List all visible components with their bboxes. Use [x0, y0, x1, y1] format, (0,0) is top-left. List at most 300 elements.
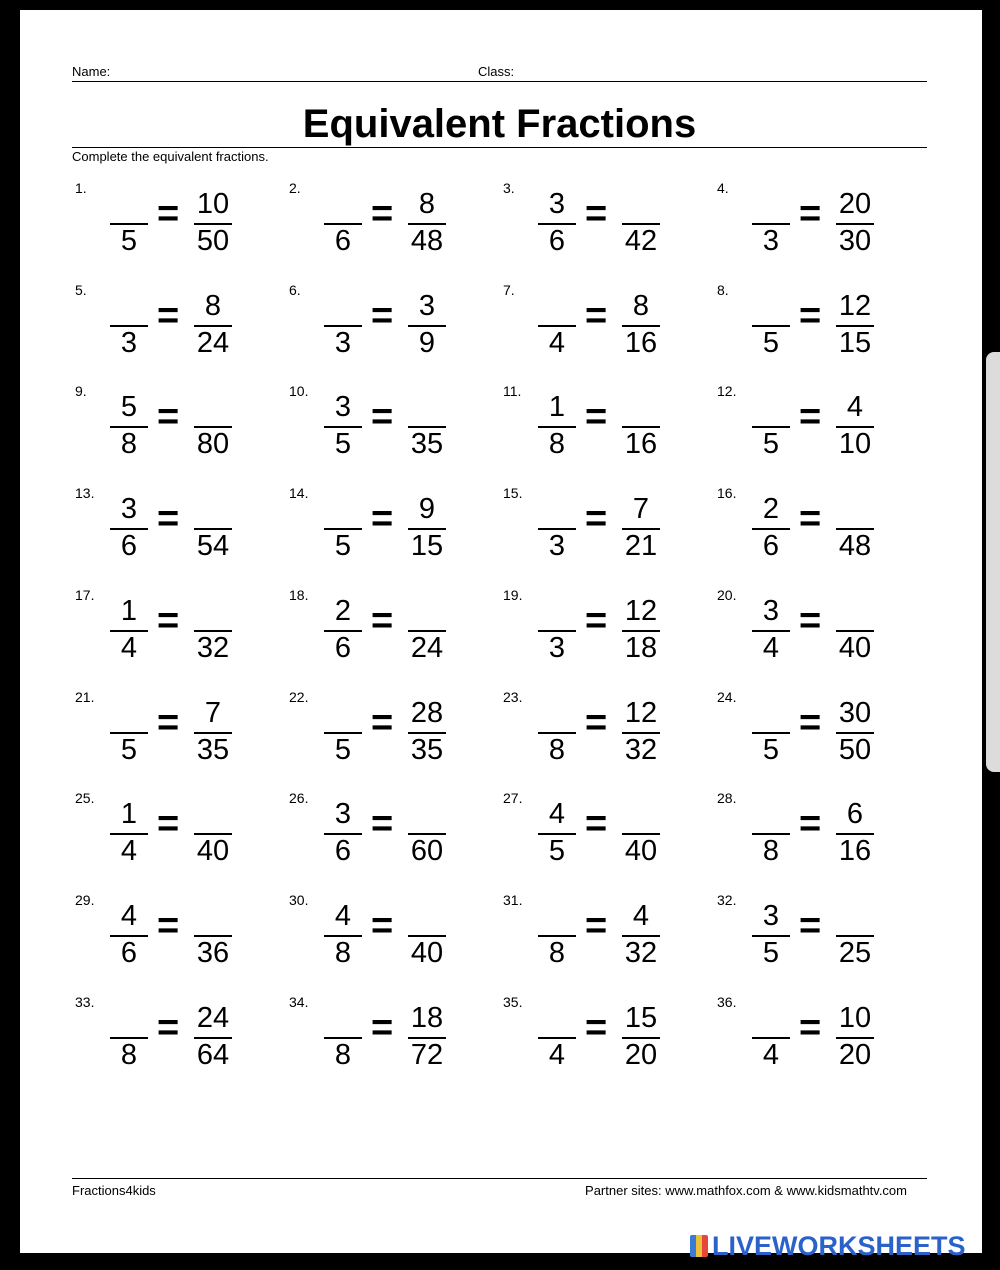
problem-number: 5. [75, 281, 87, 298]
equals-sign: = [371, 599, 394, 642]
denominator: 64 [196, 1038, 230, 1071]
denominator: 25 [838, 936, 872, 969]
left-fraction [748, 391, 794, 461]
scrollbar-handle[interactable] [986, 352, 1000, 772]
denominator: 6 [120, 530, 138, 563]
numerator: 4 [548, 798, 566, 831]
denominator: 32 [196, 631, 230, 664]
problem-item [503, 994, 703, 1074]
right-fraction [404, 188, 450, 258]
problem-number: 32. [717, 891, 737, 908]
denominator: 10 [838, 428, 872, 461]
left-fraction [106, 900, 152, 970]
left-fraction [748, 900, 794, 970]
equals-sign: = [371, 1006, 394, 1049]
right-fraction [618, 493, 664, 563]
equals-sign: = [157, 701, 180, 744]
denominator: 8 [334, 936, 352, 969]
right-fraction [618, 391, 664, 461]
problem-item [75, 689, 275, 769]
equals-sign: = [371, 193, 394, 235]
numerator: 5 [120, 391, 138, 424]
denominator: 3 [548, 530, 566, 563]
left-fraction [534, 188, 580, 258]
denominator: 72 [410, 1038, 444, 1071]
left-fraction [320, 595, 366, 665]
problem-number: 31. [503, 891, 523, 908]
denominator: 4 [120, 835, 138, 868]
left-fraction [320, 697, 366, 767]
denominator: 6 [548, 225, 566, 257]
right-fraction [832, 188, 878, 258]
problem-item [717, 282, 917, 362]
denominator: 50 [196, 225, 230, 257]
right-fraction [404, 900, 450, 970]
left-fraction [320, 900, 366, 970]
denominator: 9 [418, 326, 436, 359]
right-fraction [190, 595, 236, 665]
problem-item [289, 892, 489, 972]
problem-item [503, 383, 703, 463]
problem-item [75, 790, 275, 870]
footer-brand: Fractions4kids [72, 1183, 156, 1198]
denominator: 4 [548, 326, 566, 359]
denominator: 3 [334, 326, 352, 359]
problem-number: 16. [717, 485, 737, 502]
left-fraction [534, 595, 580, 665]
left-fraction [320, 1002, 366, 1072]
denominator: 50 [838, 733, 872, 766]
equals-sign: = [585, 294, 608, 337]
denominator: 8 [120, 428, 138, 461]
right-fraction [618, 798, 664, 868]
problem-number: 8. [717, 281, 729, 298]
denominator: 5 [548, 835, 566, 868]
left-fraction [320, 391, 366, 461]
problem-item [289, 689, 489, 769]
right-fraction [618, 697, 664, 767]
problem-item [289, 282, 489, 362]
liveworksheets-logo-icon [690, 1235, 708, 1257]
equals-sign: = [585, 599, 608, 642]
class-label: Class: [478, 64, 515, 79]
equals-sign: = [799, 701, 822, 744]
denominator: 15 [838, 326, 872, 359]
denominator: 5 [762, 428, 780, 461]
denominator: 5 [762, 733, 780, 766]
denominator: 4 [120, 631, 138, 664]
denominator: 5 [334, 530, 352, 563]
numerator: 7 [204, 696, 222, 729]
numerator: 12 [838, 289, 872, 322]
right-fraction [404, 595, 450, 665]
liveworksheets-logo [690, 1228, 966, 1264]
left-fraction [106, 595, 152, 665]
right-fraction [618, 1002, 664, 1072]
denominator: 18 [624, 631, 658, 664]
left-fraction [748, 188, 794, 258]
problem-item [75, 994, 275, 1074]
problem-item [503, 587, 703, 667]
denominator: 3 [120, 326, 138, 359]
right-fraction [618, 595, 664, 665]
problem-number: 20. [717, 586, 737, 603]
numerator: 3 [334, 391, 352, 424]
problem-item [717, 689, 917, 769]
equals-sign: = [585, 396, 608, 439]
right-fraction [618, 290, 664, 360]
right-fraction [618, 900, 664, 970]
equals-sign: = [157, 599, 180, 642]
equals-sign: = [371, 904, 394, 947]
numerator: 3 [120, 493, 138, 526]
denominator: 5 [120, 733, 138, 766]
problem-number: 9. [75, 383, 87, 400]
left-fraction [534, 290, 580, 360]
right-fraction [832, 1002, 878, 1072]
denominator: 54 [196, 530, 230, 563]
problem-number: 36. [717, 993, 737, 1010]
equals-sign: = [585, 193, 608, 235]
numerator: 4 [334, 899, 352, 932]
denominator: 35 [196, 733, 230, 766]
problem-number: 12. [717, 383, 737, 400]
problem-number: 28. [717, 790, 737, 807]
problem-number: 21. [75, 688, 95, 705]
numerator: 30 [838, 696, 872, 729]
denominator: 35 [410, 733, 444, 766]
numerator: 3 [762, 594, 780, 627]
denominator: 16 [838, 835, 872, 868]
problem-number: 18. [289, 586, 309, 603]
left-fraction [534, 1002, 580, 1072]
equals-sign: = [799, 498, 822, 541]
left-fraction [106, 1002, 152, 1072]
right-fraction [832, 697, 878, 767]
problem-item [503, 180, 703, 260]
right-fraction [404, 1002, 450, 1072]
denominator: 60 [410, 835, 444, 868]
equals-sign: = [585, 498, 608, 541]
numerator: 2 [762, 493, 780, 526]
problem-number: 33. [75, 993, 95, 1010]
footer-partner-sites: Partner sites: www.mathfox.com & www.kidsmathtv.com [585, 1183, 907, 1198]
denominator: 80 [196, 428, 230, 461]
equals-sign: = [157, 193, 180, 235]
denominator: 8 [762, 835, 780, 868]
right-fraction [832, 391, 878, 461]
denominator: 40 [196, 835, 230, 868]
right-fraction [832, 290, 878, 360]
problem-item [503, 485, 703, 565]
denominator: 5 [334, 428, 352, 461]
equals-sign: = [799, 1006, 822, 1049]
equals-sign: = [157, 803, 180, 846]
denominator: 4 [762, 631, 780, 664]
denominator: 5 [762, 326, 780, 359]
equals-sign: = [371, 701, 394, 744]
problem-number: 22. [289, 688, 309, 705]
denominator: 5 [334, 733, 352, 766]
problem-number: 15. [503, 485, 523, 502]
denominator: 15 [410, 530, 444, 563]
problem-item [75, 180, 275, 260]
equals-sign: = [157, 294, 180, 337]
problem-item [503, 790, 703, 870]
problem-item [289, 485, 489, 565]
numerator: 4 [120, 899, 138, 932]
left-fraction [106, 798, 152, 868]
problem-item [717, 485, 917, 565]
equals-sign: = [157, 904, 180, 947]
left-fraction [320, 188, 366, 258]
denominator: 40 [624, 835, 658, 868]
equals-sign: = [371, 498, 394, 541]
equals-sign: = [799, 803, 822, 846]
denominator: 4 [762, 1038, 780, 1071]
problem-item [717, 790, 917, 870]
equals-sign: = [799, 396, 822, 439]
left-fraction [748, 697, 794, 767]
denominator: 8 [548, 428, 566, 461]
problem-item [289, 790, 489, 870]
equals-sign: = [157, 1006, 180, 1049]
equals-sign: = [799, 904, 822, 947]
equals-sign: = [799, 599, 822, 642]
left-fraction [534, 493, 580, 563]
problem-item [717, 994, 917, 1074]
numerator: 24 [196, 1001, 230, 1034]
denominator: 8 [334, 1038, 352, 1071]
denominator: 6 [120, 936, 138, 969]
right-fraction [190, 493, 236, 563]
right-fraction [404, 391, 450, 461]
right-fraction [832, 900, 878, 970]
denominator: 20 [838, 1038, 872, 1071]
numerator: 3 [334, 798, 352, 831]
problem-number: 13. [75, 485, 95, 502]
equals-sign: = [585, 701, 608, 744]
right-fraction [190, 1002, 236, 1072]
problem-number: 10. [289, 383, 309, 400]
denominator: 8 [120, 1038, 138, 1071]
numerator: 7 [632, 493, 650, 526]
problem-item [503, 892, 703, 972]
denominator: 6 [334, 225, 352, 257]
left-fraction [320, 493, 366, 563]
problem-number: 25. [75, 790, 95, 807]
problem-number: 2. [289, 180, 301, 196]
numerator: 4 [632, 899, 650, 932]
left-fraction [106, 391, 152, 461]
equals-sign: = [799, 294, 822, 337]
problem-number: 7. [503, 281, 515, 298]
numerator: 8 [204, 289, 222, 322]
problem-number: 17. [75, 586, 95, 603]
denominator: 48 [410, 225, 444, 257]
numerator: 8 [632, 289, 650, 322]
problem-item [717, 892, 917, 972]
left-fraction [748, 1002, 794, 1072]
equals-sign: = [371, 294, 394, 337]
numerator: 9 [418, 493, 436, 526]
problem-number: 14. [289, 485, 309, 502]
numerator: 10 [196, 188, 230, 220]
right-fraction [404, 798, 450, 868]
problem-number: 6. [289, 281, 301, 298]
right-fraction [832, 595, 878, 665]
problem-item [289, 587, 489, 667]
title-divider [72, 147, 927, 148]
denominator: 8 [548, 733, 566, 766]
problem-item [75, 383, 275, 463]
footer-divider [72, 1178, 927, 1179]
denominator: 3 [548, 631, 566, 664]
left-fraction [534, 697, 580, 767]
problem-item [717, 383, 917, 463]
left-fraction [106, 290, 152, 360]
problem-number: 19. [503, 586, 523, 603]
denominator: 42 [624, 225, 658, 257]
denominator: 3 [762, 225, 780, 257]
numerator: 20 [838, 188, 872, 220]
liveworksheets-logo-text: LIVEWORKSHEETS [712, 1230, 966, 1261]
left-fraction [320, 290, 366, 360]
numerator: 4 [846, 391, 864, 424]
numerator: 15 [624, 1001, 658, 1034]
right-fraction [190, 900, 236, 970]
numerator: 3 [418, 289, 436, 322]
problem-item [289, 383, 489, 463]
problem-number: 27. [503, 790, 523, 807]
denominator: 5 [120, 225, 138, 257]
problem-number: 34. [289, 993, 309, 1010]
worksheet-page [20, 10, 982, 1253]
left-fraction [106, 697, 152, 767]
denominator: 16 [624, 326, 658, 359]
denominator: 16 [624, 428, 658, 461]
denominator: 21 [624, 530, 658, 563]
right-fraction [832, 798, 878, 868]
left-fraction [748, 595, 794, 665]
denominator: 32 [624, 733, 658, 766]
equals-sign: = [585, 904, 608, 947]
problem-number: 4. [717, 180, 729, 196]
numerator: 3 [762, 899, 780, 932]
denominator: 30 [838, 225, 872, 257]
denominator: 24 [410, 631, 444, 664]
numerator: 10 [838, 1001, 872, 1034]
denominator: 6 [334, 631, 352, 664]
problem-item [75, 587, 275, 667]
problem-number: 30. [289, 891, 309, 908]
numerator: 1 [120, 594, 138, 627]
equals-sign: = [371, 803, 394, 846]
denominator: 32 [624, 936, 658, 969]
right-fraction [832, 493, 878, 563]
numerator: 1 [120, 798, 138, 831]
equals-sign: = [585, 1006, 608, 1049]
equals-sign: = [371, 396, 394, 439]
problem-item [75, 892, 275, 972]
denominator: 4 [548, 1038, 566, 1071]
problem-number: 23. [503, 688, 523, 705]
right-fraction [190, 798, 236, 868]
left-fraction [534, 798, 580, 868]
problem-item [289, 994, 489, 1074]
problem-item [717, 587, 917, 667]
numerator: 12 [624, 594, 658, 627]
left-fraction [748, 798, 794, 868]
numerator: 6 [846, 798, 864, 831]
problem-number: 29. [75, 891, 95, 908]
denominator: 40 [838, 631, 872, 664]
denominator: 35 [410, 428, 444, 461]
denominator: 40 [410, 936, 444, 969]
numerator: 18 [410, 1001, 444, 1034]
numerator: 2 [334, 594, 352, 627]
left-fraction [106, 493, 152, 563]
name-label: Name: [72, 64, 111, 79]
right-fraction [190, 391, 236, 461]
left-fraction [534, 391, 580, 461]
problem-number: 3. [503, 180, 515, 196]
equals-sign: = [157, 396, 180, 439]
problem-item [503, 689, 703, 769]
problem-number: 24. [717, 688, 737, 705]
problem-item [717, 180, 917, 260]
problem-number: 26. [289, 790, 309, 807]
right-fraction [404, 697, 450, 767]
right-fraction [190, 290, 236, 360]
denominator: 20 [624, 1038, 658, 1071]
left-fraction [748, 493, 794, 563]
numerator: 28 [410, 696, 444, 729]
numerator: 1 [548, 391, 566, 424]
denominator: 6 [762, 530, 780, 563]
header-row [72, 62, 927, 82]
problem-number: 1. [75, 180, 87, 196]
numerator: 8 [418, 188, 436, 220]
right-fraction [618, 188, 664, 258]
equals-sign: = [157, 498, 180, 541]
numerator: 12 [624, 696, 658, 729]
right-fraction [404, 493, 450, 563]
left-fraction [320, 798, 366, 868]
denominator: 8 [548, 936, 566, 969]
denominator: 6 [334, 835, 352, 868]
equals-sign: = [799, 193, 822, 235]
numerator: 3 [548, 188, 566, 220]
right-fraction [190, 188, 236, 258]
left-fraction [106, 188, 152, 258]
denominator: 5 [762, 936, 780, 969]
right-fraction [190, 697, 236, 767]
problem-number: 35. [503, 993, 523, 1010]
denominator: 36 [196, 936, 230, 969]
denominator: 48 [838, 530, 872, 563]
problem-item [503, 282, 703, 362]
right-fraction [404, 290, 450, 360]
problem-number: 11. [503, 383, 522, 400]
problem-item [289, 180, 489, 260]
left-fraction [534, 900, 580, 970]
page-title: Equivalent Fractions [302, 102, 697, 146]
denominator: 24 [196, 326, 230, 359]
problem-item [75, 282, 275, 362]
instruction-text: Complete the equivalent fractions. [72, 149, 269, 164]
problem-item [75, 485, 275, 565]
